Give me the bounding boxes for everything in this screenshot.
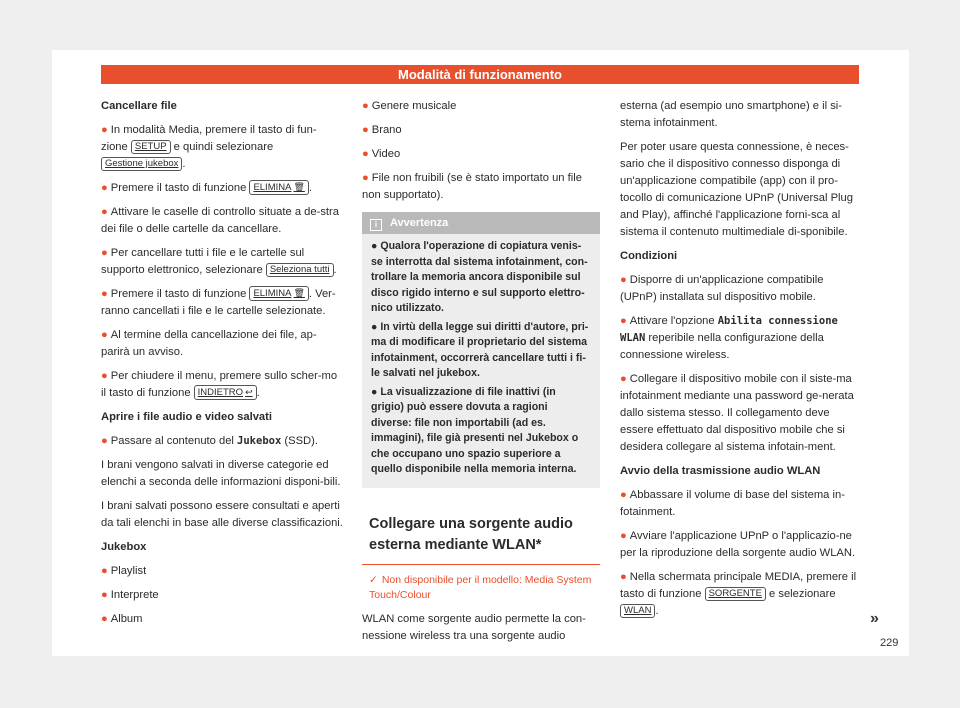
bullet-item: ● Attivare le caselle di controllo situate a de-stra dei file o delle cartelle da cancellare. (101, 206, 339, 235)
select-all-key: Seleziona tutti (266, 263, 334, 277)
column-1 (101, 98, 343, 635)
bullet-dot-icon: ● (620, 571, 627, 583)
bullet-dot-icon: ● (620, 315, 627, 327)
page-number: 229 (880, 637, 899, 649)
bullet-dot-icon: ● (101, 329, 108, 341)
heading-open: Aprire i file audio e video salvati (101, 411, 272, 423)
paragraph: esterna (ad esempio uno smartphone) e il si-stema infotainment. (620, 100, 842, 129)
heading-start: Avvio della trasmissione audio WLAN (620, 465, 821, 477)
check-icon: ✓ (369, 573, 378, 586)
bullet-dot-icon: ● (620, 489, 627, 501)
bullet-dot-icon: ● (362, 100, 369, 112)
list-item: ● File non fruibili (se è stato importato un file non supportato). (362, 172, 582, 201)
page-header: Modalità di funzionamento (101, 65, 859, 84)
list-item: ● Album (101, 613, 143, 625)
paragraph: I brani salvati possono essere consultati e aperti da tali elenchi in base alle diverse classificazioni. (101, 500, 343, 529)
setup-key: SETUP (131, 140, 171, 154)
warning-item: ● La visualizzazione di file inattivi (in grigio) può essere dovuta a ragioni diverse: file non importabili (ad es. immagini), file già presenti nel Jukebox o che occupano uno spazio superiore a quello disponibile nella memoria interna. (371, 385, 579, 475)
bullet-dot-icon: ● (362, 124, 369, 136)
warning-box (362, 212, 600, 488)
list-item: ● Video (362, 148, 401, 160)
paragraph: I brani vengono salvati in diverse categorie ed elenchi a seconda delle informazioni disponi-bili. (101, 459, 341, 488)
paragraph: WLAN come sorgente audio permette la con-nessione wireless tra una sorgente audio (362, 612, 586, 642)
column-3 (620, 98, 860, 627)
heading-jukebox: Jukebox (101, 541, 147, 553)
bullet-item: ● In modalità Media, premere il tasto di fun-zione SETUP e quindi selezionare Gestione jukebox . (101, 124, 317, 170)
warning-header: i Avvertenza (362, 212, 600, 234)
column-2 (362, 98, 600, 652)
section-title: Collegare una sorgente audio esterna mediante WLAN* (369, 515, 573, 553)
bullet-dot-icon: ● (101, 124, 108, 136)
wlan-key: WLAN (620, 604, 655, 618)
bullet-item: ● Nella schermata principale MEDIA, premere il tasto di funzione SORGENTE e selezionare WLAN . (620, 571, 857, 617)
bullet-item: ● Premere il tasto di funzione ELIMINA 🗑 . (101, 182, 312, 194)
bullet-dot-icon: ● (101, 288, 108, 300)
list-item: ● Interprete (101, 589, 159, 601)
list-item: ● Genere musicale (362, 100, 457, 112)
bullet-item: ● Per cancellare tutti i file e le cartelle sul supporto elettronico, selezionare Seleziona tutti . (101, 247, 337, 276)
back-arrow-icon: ↩ (245, 387, 253, 397)
bullet-dot-icon: ● (101, 247, 108, 259)
bullet-dot-icon: ● (101, 206, 108, 218)
bullet-dot-icon: ● (620, 530, 627, 542)
bullet-dot-icon: ● (101, 613, 108, 625)
bullet-dot-icon: ● (362, 148, 369, 160)
warning-item: ● Qualora l'operazione di copiatura venis-se interrotta dal sistema infotainment, con-trollare la memoria ancora disponibile sul disco rigido interno e sul supporto elettro-nico utilizzato. (371, 240, 588, 314)
delete-key: ELIMINA 🗑 (249, 286, 308, 301)
jukebox-manage-key: Gestione jukebox (101, 157, 182, 171)
bullet-item: ● Collegare il dispositivo mobile con il siste-ma infotainment mediante una password ge-nerata dallo sistema stesso. Il collegamento deve essere effettuato dal dispositivo mobile che si desidera collegare al sistema infotain-ment. (620, 373, 854, 453)
bullet-dot-icon: ● (620, 373, 627, 385)
warning-body (362, 234, 600, 478)
bullet-item: ● Premere il tasto di funzione ELIMINA 🗑 . Ver-ranno cancellati i file e le cartelle selezionate. (101, 288, 336, 317)
list-item: ● Playlist (101, 565, 147, 577)
bullet-dot-icon: ● (101, 589, 108, 601)
heading-conditions: Condizioni (620, 250, 678, 262)
heading-cancel: Cancellare file (101, 100, 177, 112)
bullet-dot-icon: ● (101, 370, 108, 382)
bullet-item: ● Per chiudere il menu, premere sullo scher-mo il tasto di funzione INDIETRO ↩ . (101, 370, 338, 399)
info-icon: i (370, 219, 382, 231)
continue-arrows-icon: » (870, 610, 879, 627)
warning-item: ● In virtù della legge sui diritti d'autore, pri-ma di modificare il proprietario del sistema infotainment, occorrerà cancellare tutti i fi-le salvati nel jukebox. (371, 320, 589, 379)
bullet-item: ● Abbassare il volume di base del sistema in-fotainment. (620, 489, 845, 518)
availability-note: ✓ Non disponibile per il modello: Media System Touch/Colour (369, 573, 592, 601)
bullet-item: ● Attivare l'opzione Abilita connessione WLAN reperibile nella configurazione della connessione wireless. (620, 315, 838, 361)
source-key: SORGENTE (705, 587, 766, 601)
bullet-item: ● Al termine della cancellazione dei file, ap-parirà un avviso. (101, 329, 317, 358)
bullet-dot-icon: ● (362, 172, 369, 184)
bullet-item: ● Avviare l'applicazione UPnP o l'applicazio-ne per la riproduzione della sorgente audio WLAN. (620, 530, 856, 559)
list-item: ● Brano (362, 124, 402, 136)
section-divider (362, 564, 600, 565)
bullet-item: ● Disporre di un'applicazione compatibile (UPnP) installata sul dispositivo mobile. (620, 274, 824, 303)
bullet-dot-icon: ● (101, 565, 108, 577)
bullet-item: ● Passare al contenuto del Jukebox (SSD). (101, 435, 318, 447)
back-key: INDIETRO ↩ (194, 385, 257, 400)
trash-icon: 🗑 (293, 182, 305, 192)
paragraph: Per poter usare questa connessione, è neces-sario che il dispositivo connesso disponga di un'applicazione compatibile (app) con il pro-tocollo di comunicazione UPnP (Universal Plug and Play), affinché l'applicazione forni-sca al sistema il contenuto multimediale di-sponibile. (620, 141, 853, 238)
delete-key: ELIMINA 🗑 (249, 180, 308, 195)
trash-icon: 🗑 (293, 288, 305, 298)
bullet-dot-icon: ● (620, 274, 627, 286)
bullet-dot-icon: ● (101, 435, 108, 447)
bullet-dot-icon: ● (101, 182, 108, 194)
